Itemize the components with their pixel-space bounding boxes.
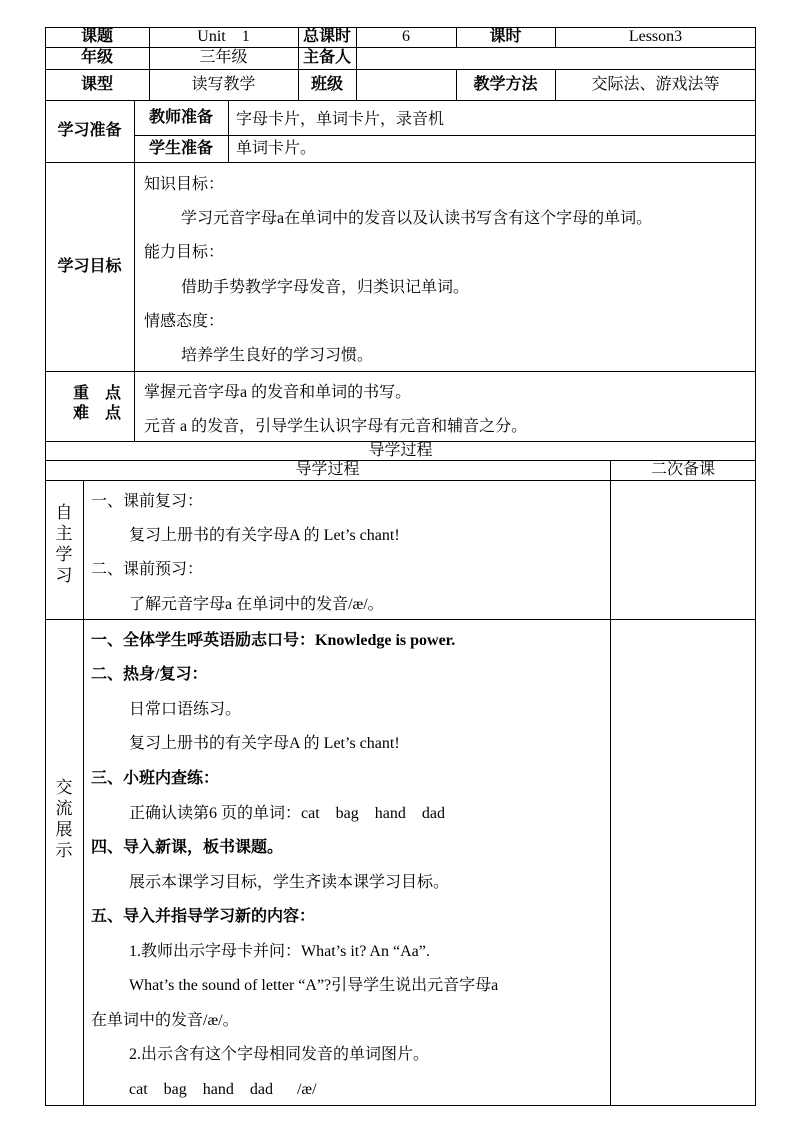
self-study-label: 自 主 学 习 [55,503,73,585]
self-study-line: 二、课前预习： [91,561,204,578]
student-prep-value: 单词卡片。 [236,140,317,157]
goal-line: 学习元音字母a在单词中的发音以及认读书写含有这个字母的单词。 [181,210,653,227]
teacher-prep-label: 教师准备 [148,108,213,126]
col-divider [610,460,611,1106]
goal-line: 能力目标： [144,244,225,261]
exchange-line: 二、热身/复习： [91,666,208,683]
difficulty-value: 元音 a 的发音，引导学生认识字母有元音和辅音之分。 [144,418,528,435]
self-study-line: 一、课前复习： [91,493,204,510]
process-column-header: 导学过程 [295,461,360,478]
difficulty-label: 难 点 [73,405,122,422]
method-label: 教学方法 [473,75,538,93]
title-label: 课题 [80,28,113,45]
student-prep-label: 学生准备 [148,139,213,157]
exchange-line: 在单词中的发音/æ/。 [91,1012,239,1029]
row-divider [45,162,756,163]
period-label: 课时 [489,28,522,45]
method-value: 交际法、游戏法等 [591,75,720,93]
exchange-line: 正确认读第6 页的单词：cat bag hand dad [129,805,445,822]
row-divider [45,619,756,620]
preparer-label: 主备人 [302,49,351,66]
grade-value: 三年级 [199,49,248,66]
exchange-line: 五、导入并指导学习新的内容： [91,908,316,925]
exchange-line: 展示本课学习目标，学生齐读本课学习目标。 [129,874,450,891]
exchange-line: 三、小班内查练： [91,770,220,787]
exchange-line: 复习上册书的有关字母A 的 Let’s chant! [129,735,400,752]
goal-line: 知识目标： [144,176,225,193]
grade-label: 年级 [80,49,113,66]
self-study-line: 复习上册书的有关字母A 的 Let’s chant! [129,527,400,544]
goal-line: 培养学生良好的学习习惯。 [181,347,374,364]
lesson-type-label: 课型 [80,75,113,93]
second-prep-column-header: 二次备课 [650,461,715,478]
class-value [356,69,456,100]
exchange-line: 四、导入新课，板书课题。 [91,839,284,856]
total-periods-value: 6 [402,28,410,45]
lesson-type-value: 读写教学 [191,75,256,93]
exchange-line: cat bag hand dad /æ/ [129,1081,317,1098]
exchange-label: 交 流 展 示 [55,778,73,860]
period-value: Lesson3 [628,28,683,45]
key-point-value: 掌握元音字母a 的发音和单词的书写。 [144,384,412,401]
exchange-line: 2.出示含有这个字母相同发音的单词图片。 [129,1046,430,1063]
self-study-line: 了解元音字母a 在单词中的发音/æ/。 [129,596,384,613]
preparer-value [356,47,756,69]
total-periods-label: 总课时 [302,28,351,45]
goal-line: 借助手势教学字母发音，归类识记单词。 [181,279,470,296]
exchange-line: 1.教师出示字母卡并问：What’s it? An “Aa”. [129,943,430,960]
teacher-prep-value: 字母卡片，单词卡片，录音机 [236,111,445,128]
exchange-line: What’s the sound of letter “A”?引导学生说出元音字母a [129,977,499,994]
row-divider [45,371,756,372]
row-divider [45,480,756,481]
process-title: 导学过程 [368,441,433,459]
exchange-line: 一、全体学生呼英语励志口号：Knowledge is power. [91,632,456,649]
col-divider [83,480,84,1106]
goal-line: 情感态度： [144,313,225,330]
title-value: Unit 1 [197,28,250,45]
col-divider [228,100,229,162]
goals-label: 学习目标 [57,257,122,275]
lesson-plan-table [45,27,756,1106]
preparation-label: 学习准备 [57,122,122,139]
key-point-label: 重 点 [73,385,122,402]
class-label: 班级 [310,75,343,93]
exchange-line: 日常口语练习。 [129,701,242,718]
